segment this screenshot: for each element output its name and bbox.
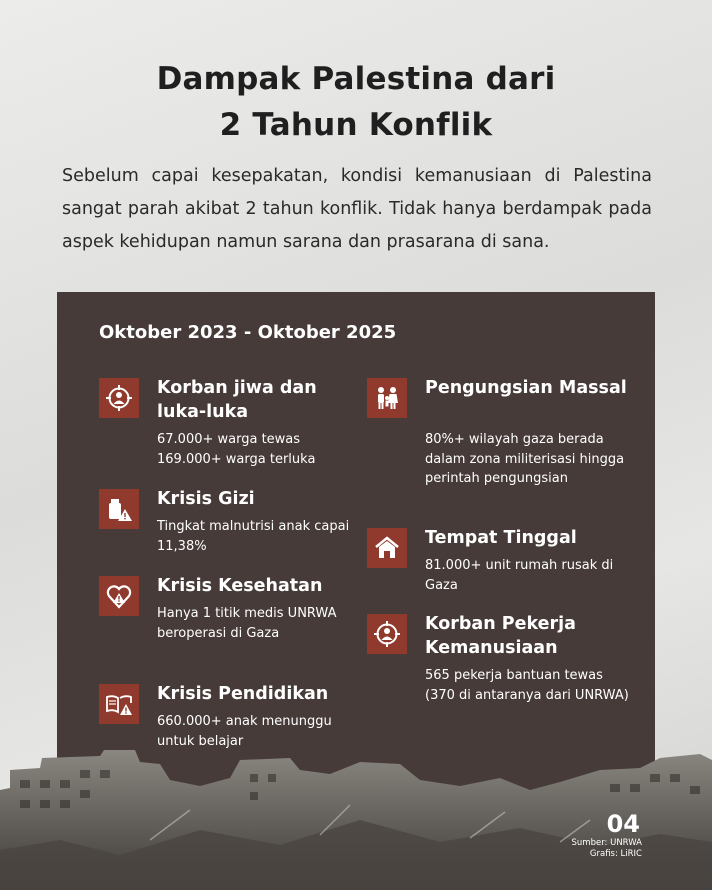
heart-warning-icon (99, 576, 139, 616)
page-title (0, 56, 712, 148)
item-title: Krisis Kesehatan (157, 576, 323, 596)
impact-panel (57, 292, 655, 802)
item-title: Pengungsian Massal (425, 378, 627, 398)
book-warning-icon (99, 684, 139, 724)
item-desc: 67.000+ warga tewas 169.000+ warga terluka (157, 432, 316, 467)
rubble-illustration (0, 750, 712, 890)
item-title: Tempat Tinggal (425, 528, 577, 548)
target-person-icon (99, 378, 139, 418)
graphic-credit-line: Grafis: LiRIC (589, 849, 642, 859)
family-icon (367, 378, 407, 418)
source-line: Sumber: UNRWA (571, 838, 642, 848)
item-title: Krisis Gizi (157, 489, 255, 509)
item-desc: 80%+ wilayah gaza berada dalam zona militerisasi hingga perintah pengungsian (425, 432, 625, 486)
title-line-1: Dampak Palestina dari (156, 61, 556, 97)
item-desc: 660.000+ anak menunggu untuk belajar (157, 714, 332, 749)
target-worker-icon (367, 614, 407, 654)
item-title: Korban Pekerja Kemanusiaan (425, 614, 576, 658)
item-desc: 565 pekerja bantuan tewas (370 di antaranya dari UNRWA) (425, 668, 629, 703)
item-title: Korban jiwa dan luka-luka (157, 378, 317, 422)
period-label: Oktober 2023 - Oktober 2025 (99, 322, 397, 343)
item-desc: Tingkat malnutrisi anak capai 11,38% (157, 519, 350, 554)
food-warning-icon (99, 489, 139, 529)
house-icon (367, 528, 407, 568)
item-title: Krisis Pendidikan (157, 684, 329, 704)
intro-paragraph: Sebelum capai kesepakatan, kondisi kemanusiaan di Palestina sangat parah akibat 2 tahun konflik. Tidak hanya berdampak pada aspek kehidupan namun sarana dan prasarana di sana. (62, 166, 652, 252)
source-credit (572, 838, 643, 860)
page-number: 04 (606, 810, 640, 838)
item-desc: Hanya 1 titik medis UNRWA beroperasi di Gaza (157, 606, 337, 641)
item-desc: 81.000+ unit rumah rusak di Gaza (425, 558, 614, 593)
title-line-2: 2 Tahun Konflik (219, 107, 493, 143)
